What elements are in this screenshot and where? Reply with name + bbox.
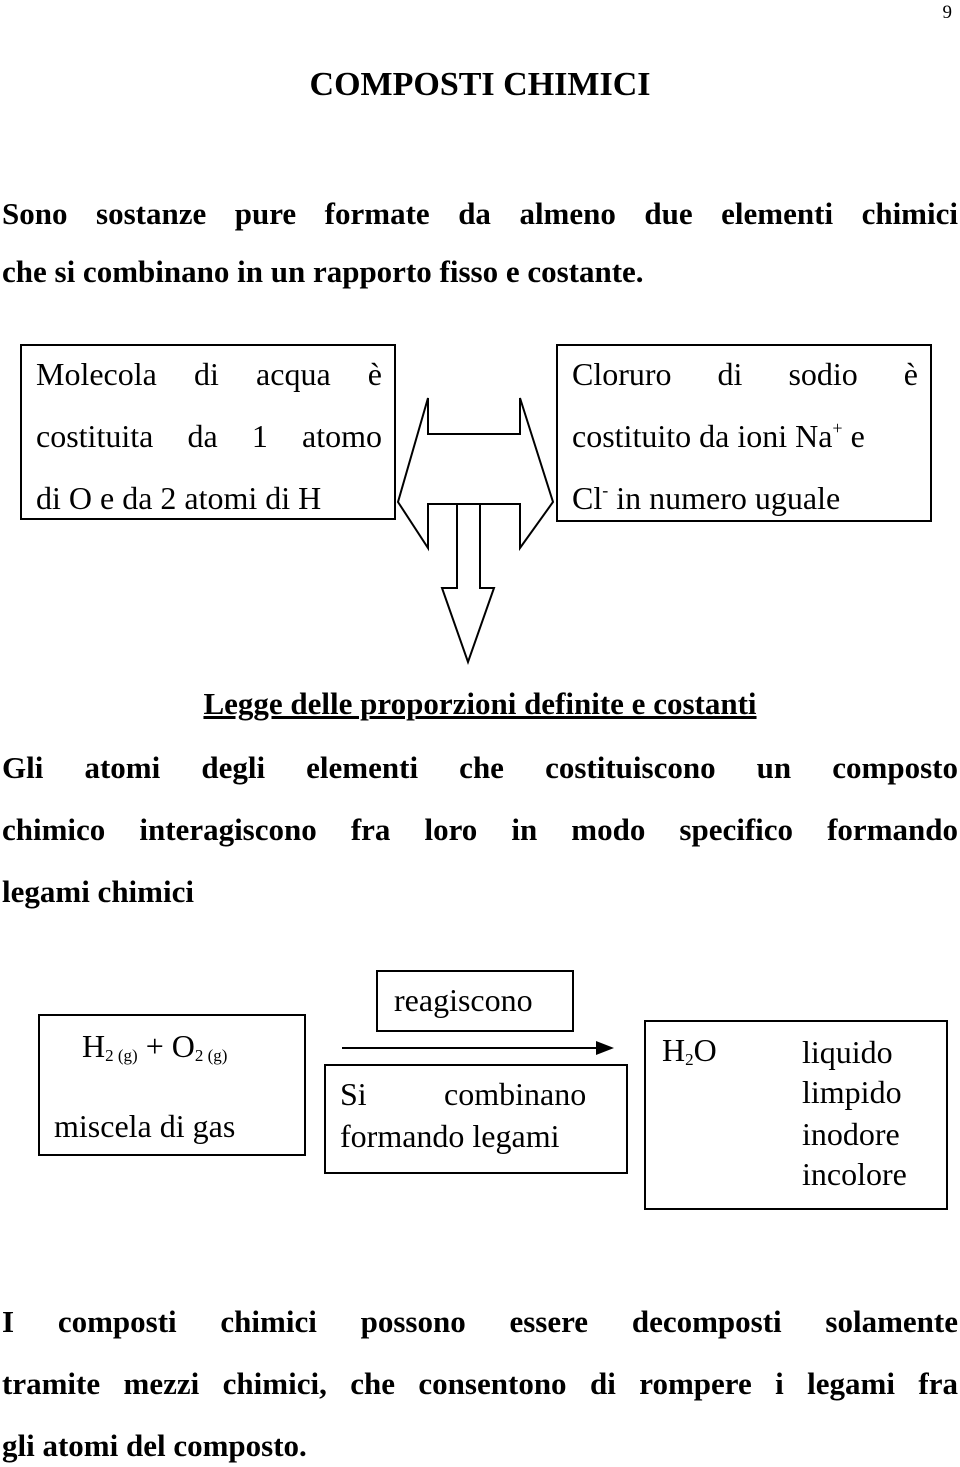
merge-arrow-icon xyxy=(390,390,570,670)
down-arrow xyxy=(442,504,494,662)
product-box xyxy=(644,1020,948,1210)
intro-line-1: Sono sostanze pure formate da almeno due elementi chimici xyxy=(2,196,958,231)
conclusion-line-2: tramite mezzi chimici, che consentono di rompere i legami fra xyxy=(2,1366,958,1401)
product-property-1: liquido xyxy=(802,1034,893,1070)
nacl-box-line-3: Cl- in numero uguale xyxy=(572,480,841,516)
water-box-line-3: di O e da 2 atomi di H xyxy=(36,480,322,516)
product-property-3: inodore xyxy=(802,1116,900,1152)
law-line-2: chimico interagiscono fra loro in modo specifico formando xyxy=(2,812,958,847)
water-box-line-1: Molecola di acqua è xyxy=(36,356,382,392)
page-title: COMPOSTI CHIMICI xyxy=(309,66,651,103)
page-number: 9 xyxy=(942,2,952,23)
product-property-4: incolore xyxy=(802,1156,907,1192)
nacl-box-line-2: costituito da ioni Na+ e xyxy=(572,418,865,454)
law-line-3: legami chimici xyxy=(2,874,194,909)
conclusion-line-3: gli atomi del composto. xyxy=(2,1428,307,1463)
nacl-box-line-1: Cloruro di sodio è xyxy=(572,356,918,392)
reactants-formula: $H_{2 (g)} + O_{2 (g)}$ xyxy=(82,1028,228,1065)
sodium-chloride-box xyxy=(556,344,932,522)
water-box-line-2: costituita da 1 atomo xyxy=(36,418,382,454)
bond-line-1a: Si xyxy=(340,1076,367,1112)
horizontal-double-arrow xyxy=(398,398,553,548)
bond-line-2: formando legami xyxy=(340,1118,560,1154)
intro-line-2: che si combinano in un rapporto fisso e costante. xyxy=(2,254,644,289)
conclusion-line-1: I composti chimici possono essere decomposti solamente xyxy=(2,1304,958,1339)
product-property-2: limpido xyxy=(802,1074,902,1110)
reagiscono-label: reagiscono xyxy=(394,982,533,1018)
water-molecule-box xyxy=(20,344,396,520)
reactants-caption: miscela di gas xyxy=(54,1108,236,1144)
product-formula: $H_2O$ xyxy=(662,1032,717,1069)
law-line-1: Gli atomi degli elementi che costituiscono un composto xyxy=(2,750,958,785)
bond-formation-box xyxy=(324,1064,628,1174)
reactants-box xyxy=(38,1014,306,1156)
reagiscono-box xyxy=(376,970,574,1032)
reaction-arrow-icon xyxy=(340,1036,616,1060)
law-heading: Legge delle proporzioni definite e costanti xyxy=(203,686,757,721)
bond-line-1b: combinano xyxy=(444,1076,587,1112)
